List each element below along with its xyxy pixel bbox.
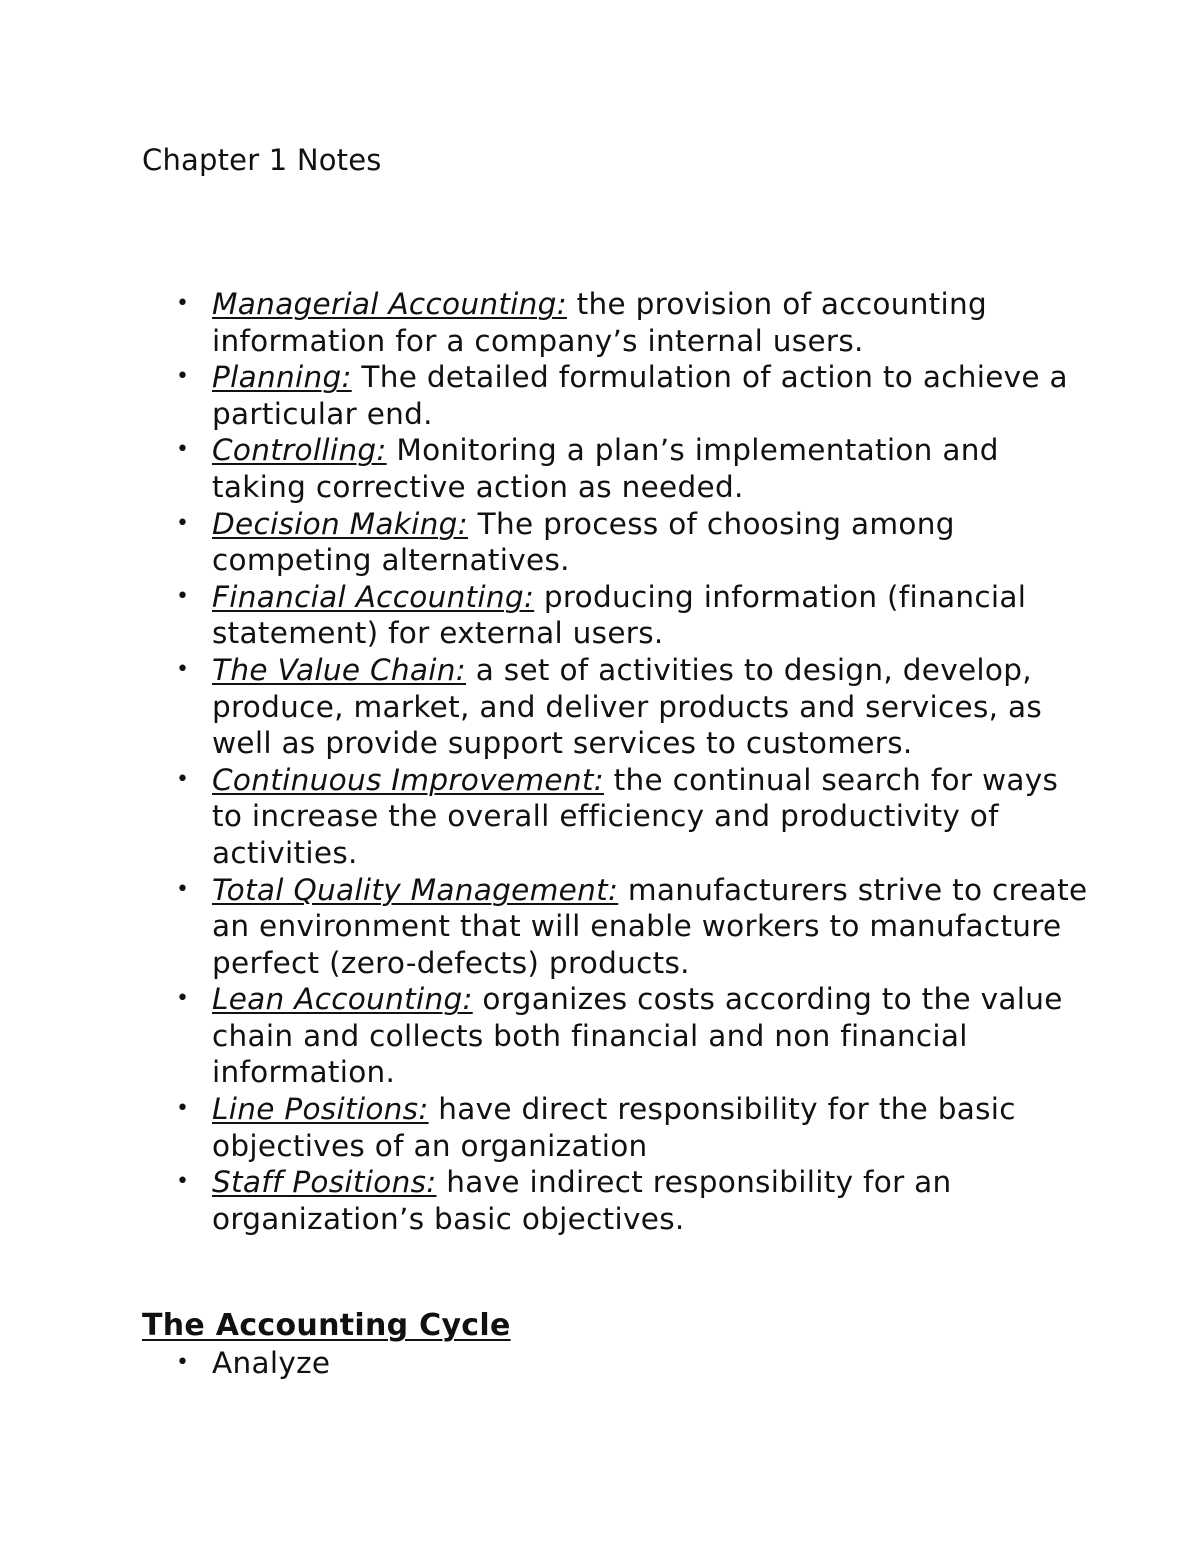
- list-item: [176, 652, 1092, 762]
- bullet-icon: •: [176, 656, 190, 682]
- bullet-icon: •: [176, 766, 190, 792]
- list-item: [176, 506, 1092, 579]
- section-heading: The Accounting Cycle: [142, 1308, 511, 1343]
- bullet-icon: •: [176, 437, 190, 463]
- list-item: [176, 579, 1092, 652]
- term-definition: the provision of accounting information for a company’s internal users.: [212, 287, 988, 358]
- list-item: [176, 762, 1092, 872]
- bullet-icon: •: [176, 1169, 190, 1195]
- bullet-icon: •: [176, 1096, 190, 1122]
- list-item: [176, 1091, 1092, 1164]
- term-definition: producing information (financial statement) for external users.: [212, 579, 1027, 651]
- list-item: [176, 286, 1092, 359]
- accounting-cycle-list: [176, 1345, 331, 1382]
- term-definition: manufacturers strive to create an environment that will enable workers to manufacture perfect (zero-defects) products.: [212, 872, 1088, 980]
- term-label: Continuous Improvement:: [212, 762, 604, 797]
- term-definition: the continual search for ways to increase the overall efficiency and productivity of activities.: [212, 762, 1059, 870]
- list-item: [176, 359, 1092, 432]
- bullet-icon: •: [176, 1350, 190, 1375]
- term-definition: The process of choosing among competing alternatives.: [212, 506, 955, 578]
- term-label: Managerial Accounting:: [212, 287, 567, 321]
- term-definition: a set of activities to design, develop, produce, market, and deliver products and services, as well as provide support services to customers.: [212, 652, 1043, 761]
- bullet-icon: •: [176, 364, 190, 390]
- list-item: [176, 1164, 1092, 1237]
- list-item: [176, 1345, 331, 1382]
- bullet-icon: •: [176, 583, 190, 609]
- term-label: Total Quality Management:: [212, 872, 619, 907]
- term-label: Planning:: [212, 360, 352, 395]
- list-item: [176, 432, 1092, 505]
- page-title: Chapter 1 Notes: [142, 143, 382, 177]
- bullet-icon: •: [176, 291, 190, 316]
- term-definition: Monitoring a plan’s implementation and taking corrective action as needed.: [212, 433, 999, 504]
- term-label: Line Positions:: [212, 1092, 429, 1127]
- bullet-icon: •: [176, 510, 190, 536]
- definitions-list: [176, 286, 1092, 1237]
- term-label: Staff Positions:: [212, 1165, 437, 1200]
- term-definition: have direct responsibility for the basic objectives of an organization: [212, 1092, 1016, 1163]
- list-item-label: Analyze: [212, 1346, 331, 1380]
- bullet-icon: •: [176, 876, 190, 902]
- term-label: Financial Accounting:: [212, 579, 535, 614]
- term-label: Decision Making:: [212, 506, 468, 541]
- term-label: The Value Chain:: [212, 652, 467, 687]
- term-definition: The detailed formulation of action to achieve a particular end.: [212, 360, 1068, 431]
- list-item: [176, 872, 1092, 982]
- term-label: Controlling:: [212, 433, 387, 468]
- term-definition: have indirect responsibility for an organization’s basic objectives.: [212, 1165, 952, 1236]
- bullet-icon: •: [176, 986, 190, 1012]
- list-item: [176, 981, 1092, 1091]
- term-definition: organizes costs according to the value chain and collects both financial and non financial information.: [212, 982, 1063, 1090]
- term-label: Lean Accounting:: [212, 982, 473, 1017]
